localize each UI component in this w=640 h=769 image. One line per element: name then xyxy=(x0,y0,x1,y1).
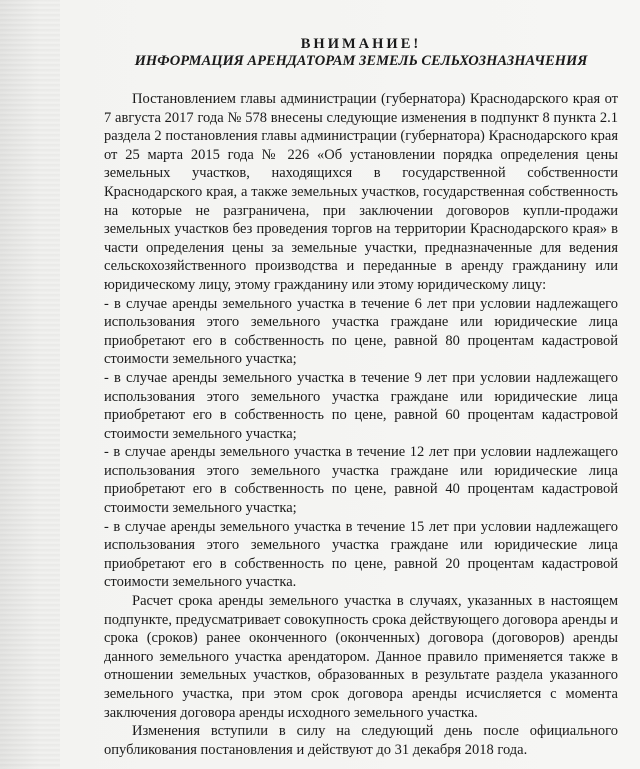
intro-paragraph: Постановлением главы администрации (губернатора) Краснодарского края от 7 августа 2017 года № 578 внесены следующие изменения в подпункт 8 пункта 2.1 раздела 2 постановления главы администрации (губернатора) Краснодарского края от 25 марта 2015 года № 226 «Об установлении порядка определения цены земельных участков, находящихся в государственной собственности Краснодарского края, а также земельных участков, государственная собственность на которые не разграничена, при заключении договоров купли-продажи земельных участков без проведения торгов на территории Краснодарского края» в части определения цены за земельные участки, предназначенные для ведения сельскохозяйственного производства и переданные в аренду гражданину или юридическому лицу, этому гражданину или этому юридическому лицу: xyxy=(104,91,618,293)
notice-subheading: ИНФОРМАЦИЯ АРЕНДАТОРАМ ЗЕМЕЛЬ СЕЛЬХОЗНАЗНАЧЕНИЯ xyxy=(134,53,588,69)
notice-heading: ВНИМАНИЕ! xyxy=(300,36,422,52)
list-item-12-years: - в случае аренды земельного участка в течение 12 лет при условии надлежащего использования этого земельного участка граждане или юридические лица приобретают его в собственность по цене, равной 40 процентам кадастровой стоимости земельного участка; xyxy=(104,444,618,517)
list-item-15-years: - в случае аренды земельного участка в течение 15 лет при условии надлежащего использования этого земельного участка граждане или юридические лица приобретают его в собственность по цене, равной 20 процентам кадастровой стоимости земельного участка. xyxy=(104,518,618,591)
list-item-9-years: - в случае аренды земельного участка в течение 9 лет при условии надлежащего использования этого земельного участка граждане или юридические лица приобретают его в собственность по цене, равной 60 процентам кадастровой стоимости земельного участка; xyxy=(104,369,618,442)
list-item-6-years: - в случае аренды земельного участка в течение 6 лет при условии надлежащего использования этого земельного участка граждане или юридические лица приобретают его в собственность по цене, равной 80 процентам кадастровой стоимости земельного участка; xyxy=(104,295,618,368)
effective-date-paragraph: Изменения вступили в силу на следующий день после официального опубликования постановления и действуют до 31 декабря 2018 года. xyxy=(104,723,618,758)
scan-margin-shadow xyxy=(0,0,60,769)
calculation-paragraph: Расчет срока аренды земельного участка в случаях, указанных в настоящем подпункте, предусматривает совокупность срока действующего договора аренды и срока (сроков) ранее оконченного (оконченных) договора (договоров) аренды данного земельного участка арендатором. Данное правило применяется также в отношении земельных участков, образованных в результате раздела указанного земельного участка, при этом срок договора аренды исчисляется с момента заключения договора аренды исходного земельного участка. xyxy=(104,593,618,721)
